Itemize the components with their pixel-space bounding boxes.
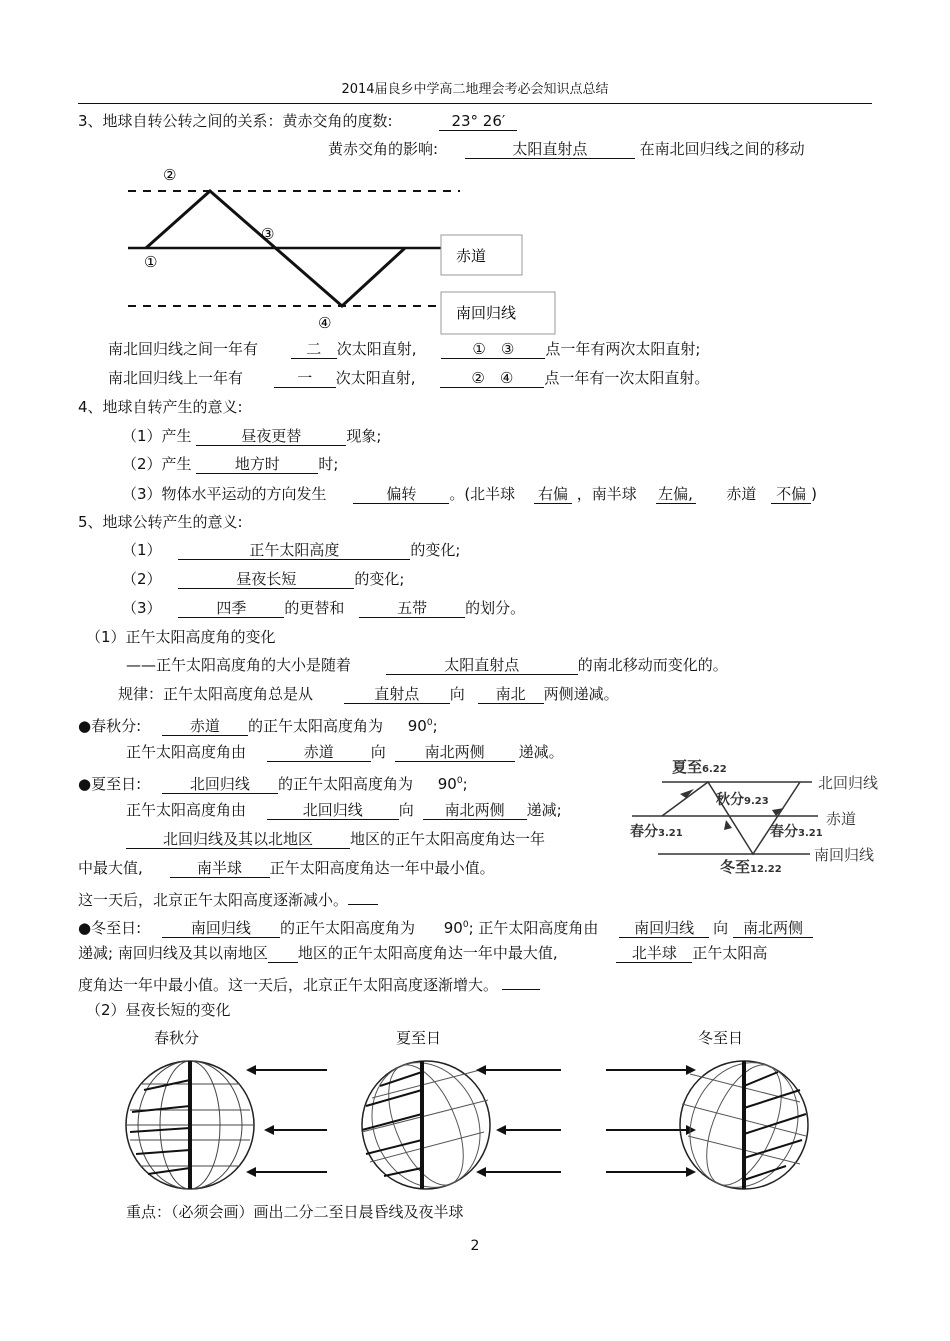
s5-item-1: （1） 正午太阳高度 的变化; bbox=[122, 541, 461, 559]
point-3: ③ bbox=[261, 225, 275, 243]
autumn-arrow-icon bbox=[724, 820, 732, 830]
tropics-row-1: 南北回归线之间一年有 二 次太阳直射, ① ③ 点一年有两次太阳直射; bbox=[108, 340, 701, 358]
spring-label: 春分3.21 bbox=[630, 824, 683, 840]
sunlight-arrows bbox=[476, 1065, 561, 1177]
noon-line-2: 规律：正午太阳高度角总是从 直射点 向 南北 两侧递减。 bbox=[118, 685, 619, 703]
winter-line-3: 度角达一年中最小值。这一天后，北京正午太阳高度逐渐增大。 bbox=[78, 971, 540, 995]
page-number: 2 bbox=[470, 1238, 480, 1254]
equator-label: 赤道 bbox=[456, 247, 487, 265]
summer-line-5: 这一天后，北京正午太阳高度逐渐减小。 bbox=[78, 886, 378, 910]
summer-line-1: ●夏至日: 北回归线 的正午太阳高度角为 $90^0$; bbox=[78, 775, 468, 793]
direct-point-diagram bbox=[120, 160, 570, 335]
point-1: ① bbox=[144, 253, 158, 271]
tropic-label: 南回归线 bbox=[456, 304, 517, 322]
summer-line-2: 正午太阳高度角由 北回归线 向 南北两侧 递减; bbox=[126, 801, 562, 819]
summer-globe-diagram bbox=[356, 1050, 566, 1200]
equinox-caption: 春秋分 bbox=[154, 1029, 200, 1047]
winter-globe-diagram bbox=[604, 1050, 824, 1200]
point-4: ④ bbox=[318, 314, 332, 332]
equinox-line-1: ●春秋分: 赤道 的正午太阳高度角为 $90^0$; bbox=[78, 717, 438, 735]
noon-title: （1）正午太阳高度角的变化 bbox=[86, 628, 276, 646]
tropics-row-2: 南北回归线上一年有 一 次太阳直射, ② ④ 点一年有一次太阳直射。 bbox=[108, 369, 710, 387]
daylength-title: （2）昼夜长短的变化 bbox=[86, 1001, 231, 1019]
s5-item-2: （2） 昼夜长短 的变化; bbox=[122, 570, 405, 588]
sunlight-arrows bbox=[606, 1065, 696, 1177]
direct-point-blank: 太阳直射点 bbox=[465, 140, 635, 159]
s3-line2: 黄赤交角的影响: 太阳直射点 在南北回归线之间的移动 bbox=[328, 140, 805, 158]
summer-line-3: 北回归线及其以北地区 地区的正午太阳高度角达一年 bbox=[126, 829, 545, 849]
header-rule bbox=[78, 103, 872, 104]
winter-label: 冬至12.22 bbox=[720, 858, 782, 876]
summer-label: 夏至6.22 bbox=[672, 758, 727, 776]
equinox-globe-diagram bbox=[122, 1050, 332, 1200]
s3-line1: 3、地球自转公转之间的关系：黄赤交角的度数: 23° 26′ bbox=[78, 111, 517, 131]
equinox-line-2: 正午太阳高度角由 赤道 向 南北两侧 递减。 bbox=[126, 743, 564, 761]
noon-line-1: ——正午太阳高度角的大小是随着 太阳直射点 的南北移动而变化的。 bbox=[126, 656, 728, 674]
autumn-label: 秋分9.23 bbox=[716, 792, 769, 808]
winter-line-1: ●冬至日: 南回归线 的正午太阳高度角为 $90^0$; 正午太阳高度角由 南回归线 向 南北两侧 bbox=[78, 915, 813, 938]
angle-blank: 23° 26′ bbox=[439, 112, 517, 131]
sunlight-arrows bbox=[246, 1065, 327, 1177]
equator-label: 赤道 bbox=[826, 810, 857, 828]
solar-movement-diagram bbox=[628, 752, 900, 878]
s4-item-2: （2）产生 地方时 时; bbox=[122, 455, 339, 473]
winter-line-2: 递减; 南回归线及其以南地区 地区的正午太阳高度角达一年中最大值, 北半球 正午太阳高 bbox=[78, 944, 768, 962]
point-2: ② bbox=[163, 166, 177, 184]
s4-item-1: （1）产生 昼夜更替 现象; bbox=[122, 427, 382, 445]
south-tropic-label: 南回归线 bbox=[814, 846, 875, 864]
s5-title: 5、地球公转产生的意义: bbox=[78, 513, 243, 531]
s4-title: 4、地球自转产生的意义: bbox=[78, 398, 243, 416]
daylength-note: 重点：（必须会画）画出二分二至日晨昏线及夜半球 bbox=[126, 1203, 464, 1221]
summer-caption: 夏至日 bbox=[396, 1029, 442, 1047]
north-tropic-label: 北回归线 bbox=[818, 774, 879, 792]
s4-item-3: （3）物体水平运动的方向发生 偏转 。(北半球 右偏 ，南半球 左偏, 赤道 不偏 ) bbox=[122, 485, 817, 503]
winter-caption: 冬至日 bbox=[698, 1029, 744, 1047]
s5-item-3: （3） 四季 的更替和 五带 的划分。 bbox=[122, 599, 526, 617]
summer-line-4: 中最大值, 南半球 正午太阳高度角达一年中最小值。 bbox=[78, 859, 495, 877]
spring2-label: 春分3.21 bbox=[770, 824, 823, 840]
page-title: 2014届良乡中学高二地理会考必会知识点总结 bbox=[341, 82, 609, 97]
